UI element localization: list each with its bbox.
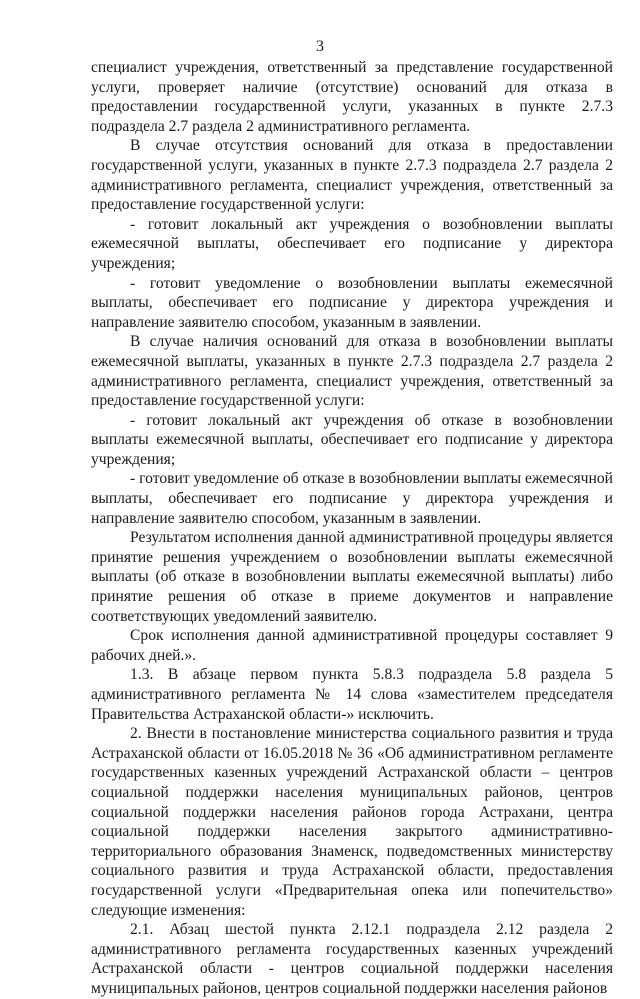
- list-item: - готовит уведомление о возобновлении выплаты ежемесячной выплаты, обеспечивает его подписание у директора учреждения и направление заявителю способом, указанным в заявлении.: [91, 274, 613, 331]
- list-item: - готовит локальный акт учреждения об отказе в возобновлении выплаты ежемесячной выплаты, обеспечивает его подписание у директора учреждения;: [91, 411, 613, 468]
- paragraph: В случае отсутствия оснований для отказа в предоставлении государственной услуги, указанных в пункте 2.7.3 подраздела 2.7 раздела 2 административного регламента, специалист учреждения, ответственный за предоставление государственной услуги:: [91, 137, 613, 214]
- paragraph: Срок исполнения данной административной процедуры составляет 9 рабочих дней.».: [91, 627, 613, 664]
- document-body: [91, 58, 613, 999]
- list-item: - готовит уведомление об отказе в возобновлении выплаты ежемесячной выплаты, обеспечивает его подписание у директора учреждения и направление заявителю способом, указанным в заявлении.: [91, 470, 613, 527]
- paragraph: специалист учреждения, ответственный за представление государственной услуги, проверяет наличие (отсутствие) оснований для отказа в предоставлении государственной услуги, указанных в пункте 2.7.3 подраздела 2.7 раздела 2 административного регламента.: [91, 59, 613, 135]
- paragraph: 2.1. Абзац шестой пункта 2.12.1 подраздела 2.12 раздела 2 административного регламента государственных казенных учреждений Астраханской области - центров социальной поддержки населения муниципальных районов, центров социальной поддержки населения районов: [91, 921, 613, 997]
- paragraph: Результатом исполнения данной административной процедуры является принятие решения учреждением о возобновлении выплаты ежемесячной выплаты (об отказе в возобновлении выплаты ежемесячной выплаты) либо принятие решения об отказе в приеме документов и направление соответствующих уведомлений заявителю.: [91, 529, 613, 625]
- paragraph: В случае наличия оснований для отказа в возобновлении выплаты ежемесячной выплаты, указанных в пункте 2.7.3 подраздела 2.7 раздела 2 административного регламента, специалист учреждения, ответственный за предоставление государственной услуги:: [91, 333, 613, 410]
- list-item: - готовит локальный акт учреждения о возобновлении выплаты ежемесячной выплаты, обеспечивает его подписание у директора учреждения;: [91, 215, 613, 272]
- paragraph: 2. Внести в постановление министерства социального развития и труда Астраханской области от 16.05.2018 № 36 «Об административном регламенте государственных казенных учреждений Астраханской области – центров социальной поддержки населения муниципальных районов, центров социальной поддержки населения районов города Астрахани, центра социальной поддержки населения закрытого административно-территориального образования Знаменск, подведомственных министерству социального развития и труда Астраханской области, предоставления государственной услуги «Предварительная опека или попечительство» следующие изменения:: [91, 725, 613, 919]
- page-number: 3: [316, 38, 324, 55]
- paragraph: 1.3. В абзаце первом пункта 5.8.3 подраздела 5.8 раздела 5 административного регламента № 14 слова «заместителем председателя Правительства Астраханской области-» исключить.: [91, 666, 613, 723]
